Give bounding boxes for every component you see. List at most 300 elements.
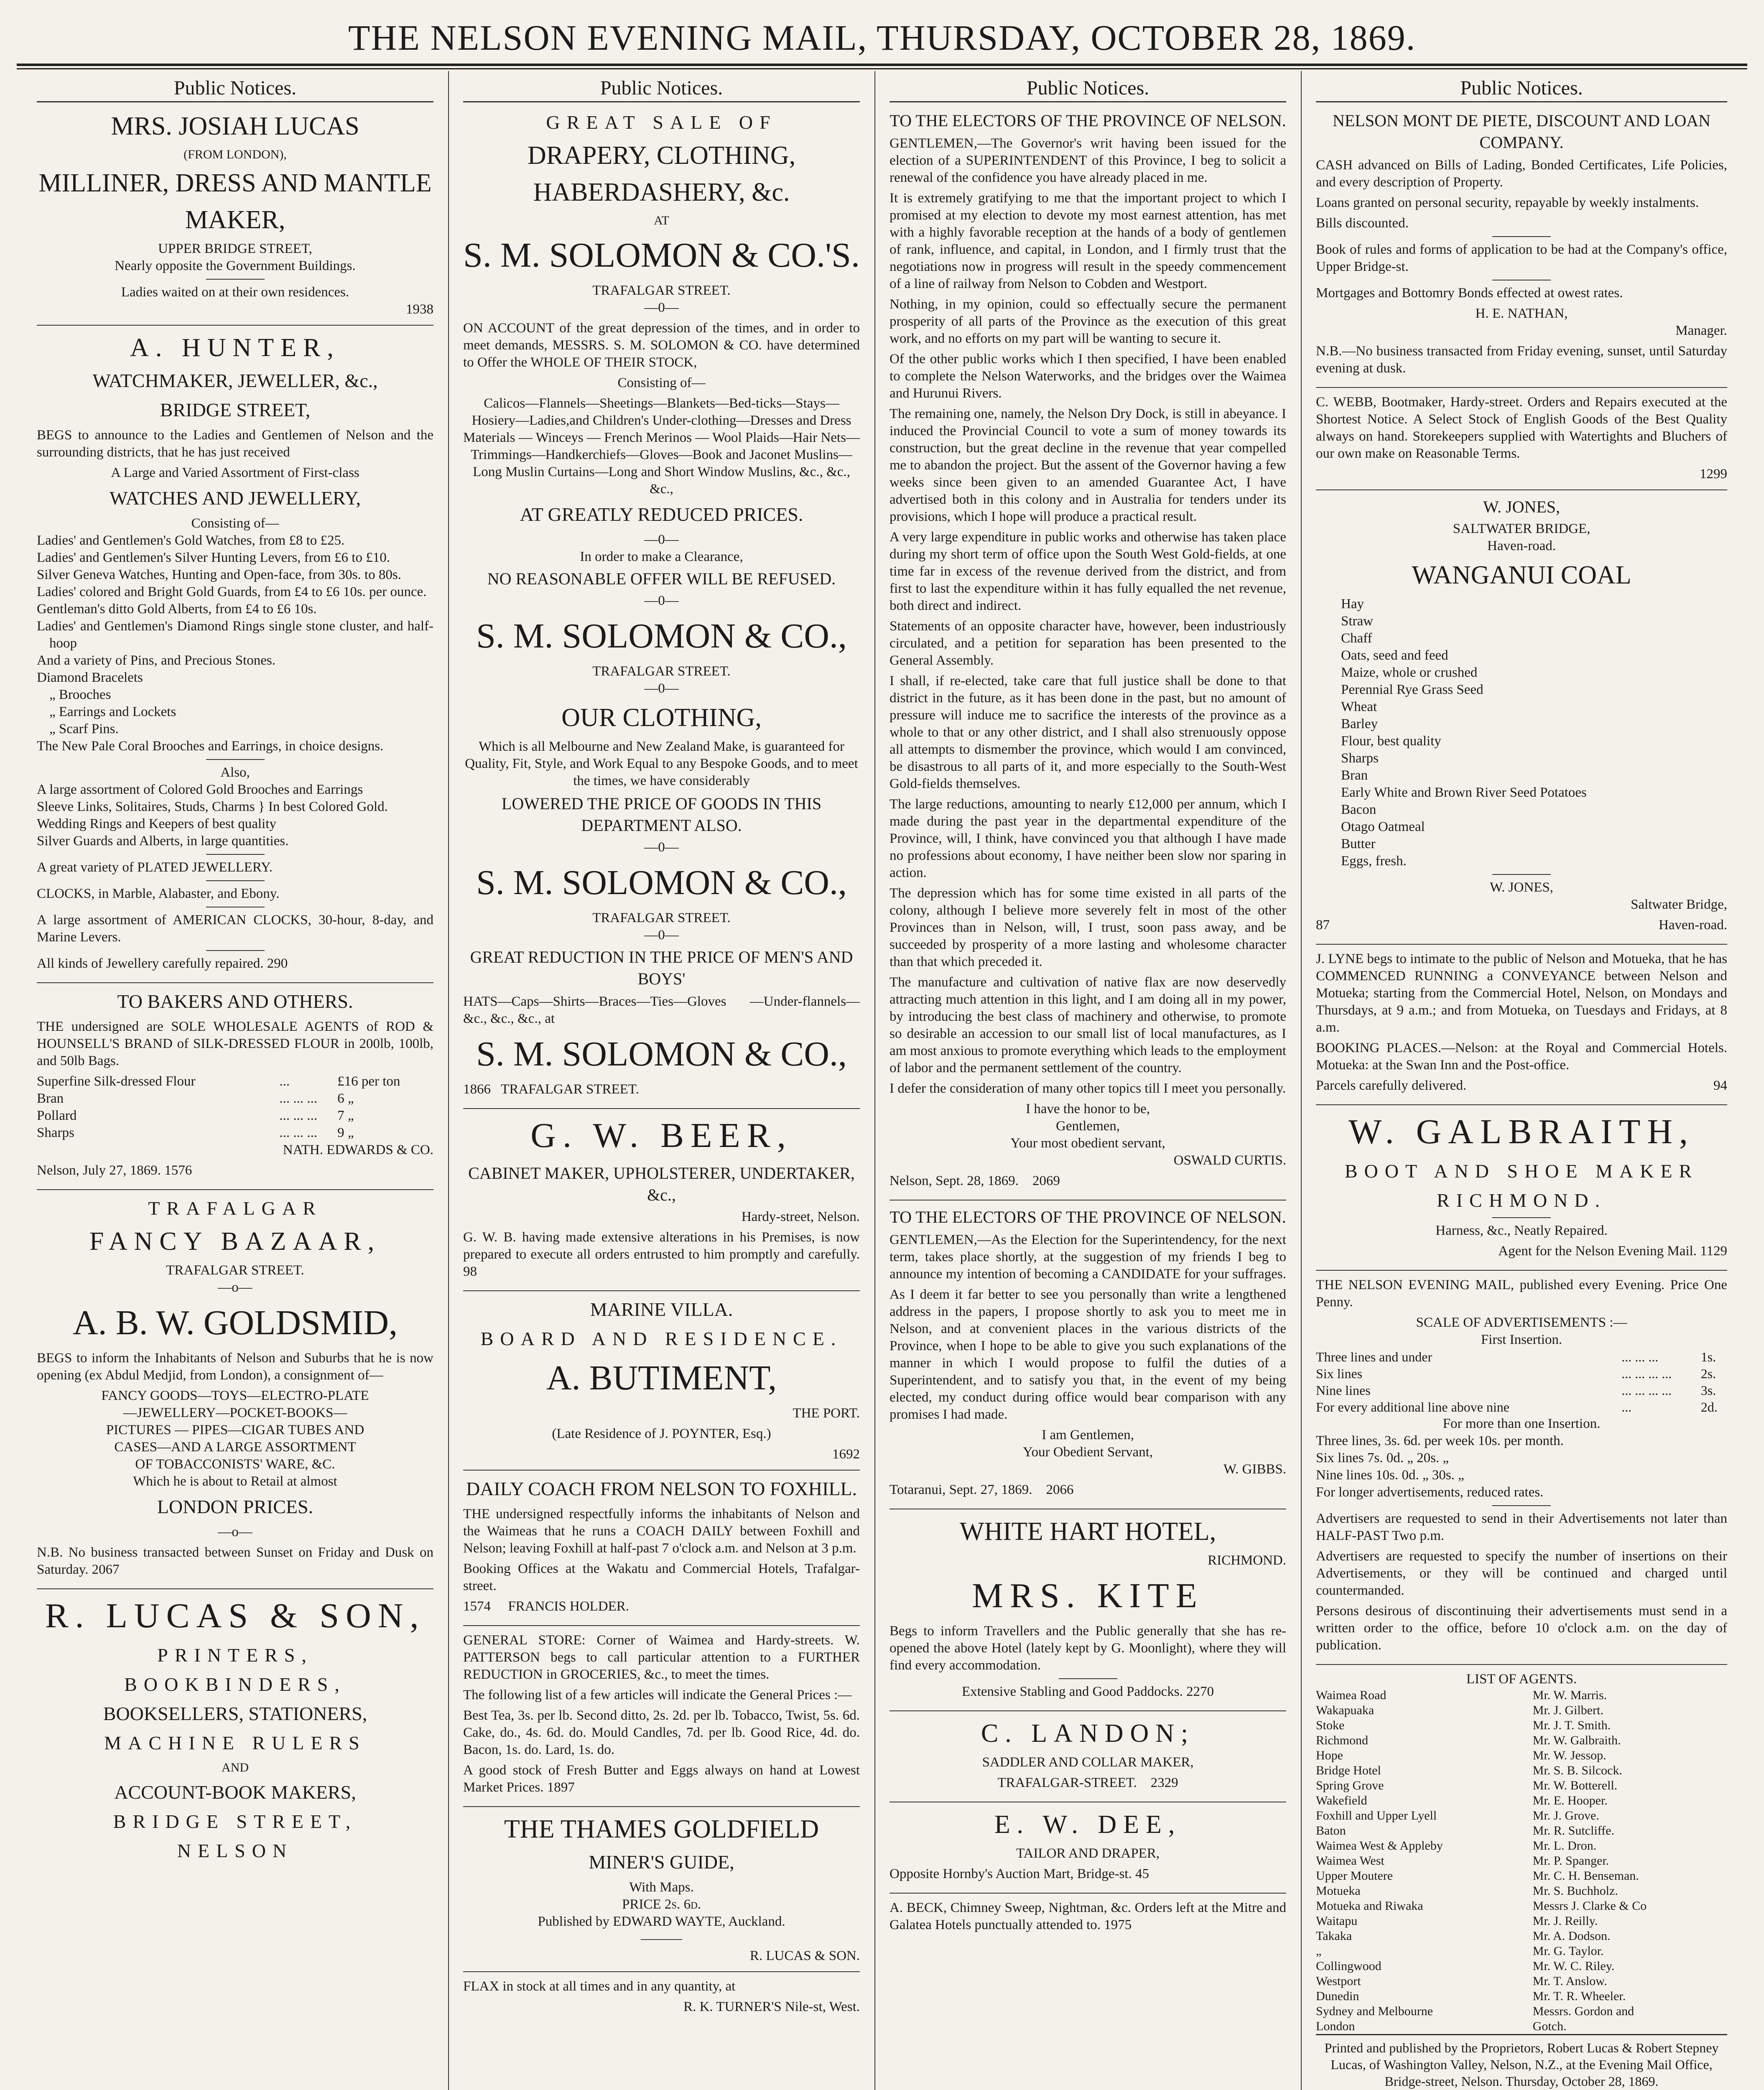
ad-text: For more than one Insertion. (1443, 1416, 1601, 1431)
ad-heading: TO THE ELECTORS OF THE PROVINCE OF NELSON. (890, 111, 1286, 130)
rule (206, 854, 265, 855)
column-divider (874, 71, 875, 2090)
table-cell: ... ... ... (279, 1108, 318, 1123)
ad-text: FANCY GOODS—TOYS—ELECTRO-PLATE (101, 1388, 369, 1403)
imprint: Printed and published by the Proprietors, Robert Lucas & Robert Stepney Lucas, of Washington Valley, Nelson, N.Z., at the Evening Mail Office, Bridge-street, Nelson. Thursday, October 28, 1869. (1316, 2034, 1727, 2090)
ad-signature: FRANCIS HOLDER. (508, 1599, 629, 1614)
separator: —0— (644, 840, 679, 855)
table-cell: Motueka (1316, 1884, 1361, 1898)
ad-number: 1299 (1700, 466, 1727, 482)
ad-heading: THE THAMES GOLDFIELD (504, 1815, 819, 1843)
list-item: Bacon (1341, 802, 1377, 817)
list-item: Perennial Rye Grass Seed (1341, 682, 1484, 697)
rule (206, 759, 265, 760)
table-row (1316, 1959, 1727, 1974)
ad-lucas-son (37, 1595, 433, 1874)
list-item: And a variety of Pins, and Precious Stones. (37, 653, 276, 668)
ad-name: MRS. KITE (972, 1576, 1204, 1615)
ad-number: 2067 (92, 1562, 120, 1577)
ad-text: Book of rules and forms of application to be had at the Company's office, Upper Bridge-st. (1316, 242, 1727, 274)
table-cell: Mr. W. Botterell. (1532, 1779, 1618, 1792)
ad-name: W. GALBRAITH, (1348, 1112, 1695, 1151)
table-cell: Messrs. Gordon and (1532, 2004, 1634, 2018)
separator: —0— (644, 593, 679, 608)
table-cell: Mr. W. C. Riley. (1532, 1959, 1615, 1973)
table-cell: ... (279, 1074, 290, 1089)
ad-heading: BOARD AND RESIDENCE. (480, 1328, 843, 1349)
rule (1492, 1217, 1551, 1218)
ad-text: MACHINE RULERS (104, 1732, 366, 1754)
paragraph: I shall, if re-elected, take care that full justice shall be done to that district in the future, as it has been done in the past, but no amount of pressure will induce me to sacrifice the interests of the province as a whole to that or any other district, and I shall also strenuously oppose all attempts to dismember the province, which would I am convinced, be disastrous to all parts of it, and more especially to the South-West Gold-fields themselves. (890, 673, 1286, 791)
table-row (1316, 1733, 1727, 1748)
column-divider (448, 71, 449, 2090)
ad-trade: TAILOR AND DRAPER, (1016, 1846, 1160, 1861)
table-row (1316, 1929, 1727, 1944)
paragraph: The depression which has for some time existed in all parts of the colony, although I believe more severely felt in most of the other Provinces than in Nelson, will, I trust, soon pass away, and be succeeded by prosperity of a more lasting and wholesome character than that which preceded it. (890, 886, 1286, 969)
list-item: Three lines, 3s. 6d. per week 10s. per month. (1316, 1433, 1564, 1448)
table-cell: Bran (37, 1091, 64, 1106)
ad-text: A great variety of PLATED JEWELLERY. (37, 860, 273, 875)
list-item: Sleeve Links, Solitaires, Studs, Charms } In best Colored Gold. (37, 799, 388, 814)
table-cell: ... ... ... ... (1621, 1383, 1672, 1398)
ad-text: Published by EDWARD WAYTE, Auckland. (538, 1914, 785, 1929)
table-cell: Waimea West & Appleby (1316, 1839, 1443, 1853)
table-row (1316, 1838, 1727, 1853)
paragraph: Statements of an opposite character have, however, been industriously circulated, and a petition for separation has been presented to the General Assembly. (890, 619, 1286, 668)
ad-address: Hardy-street, Nelson. (741, 1209, 860, 1224)
ad-address: Saltwater Bridge, (1631, 897, 1727, 912)
table-row (1316, 1868, 1727, 1884)
table-row (1316, 1763, 1727, 1778)
ad-name: R. LUCAS & SON, (45, 1596, 426, 1635)
ad-text: Which is all Melbourne and New Zealand Make, is guaranteed for Quality, Fit, Style, and Work Equal to any Bespoke Goods, and to meet the times, we have considerably (465, 739, 858, 788)
ad-address: Haven-road. (1487, 538, 1556, 553)
ad-name: A. B. W. GOLDSMID, (72, 1303, 398, 1342)
paragraph: A very large expenditure in public works and otherwise has taken place during my short term of office upon the South West Gold-fields, at one time far in excess of the revenue derived from the district, and from first to last the expenditure within it has fully equalled the net revenue, both direct and indirect. (890, 530, 1286, 613)
table-row (1316, 1884, 1727, 1899)
table-row (1316, 1718, 1727, 1733)
ad-trade: MILLINER, DRESS AND MANTLE (38, 169, 432, 197)
list-item: Sharps (1341, 751, 1379, 766)
ad-text: For longer advertisements, reduced rates. (1316, 1485, 1544, 1500)
table-cell: 6 „ (337, 1091, 354, 1106)
ad-name: A. HUNTER, (130, 334, 340, 362)
ad-text: CASES—AND A LARGE ASSORTMENT (114, 1440, 356, 1455)
paragraph: Advertisers are requested to send in their Advertisements not later than HALF-PAST Two p.m. (1316, 1511, 1727, 1543)
table-cell: 2s. (1700, 1366, 1716, 1381)
flour-price-table (37, 1073, 433, 1142)
ad-date: Nelson, July 27, 1869. (37, 1163, 161, 1178)
paragraph: The remaining one, namely, the Nelson Dry Dock, is still in abeyance. I induced the Provincial Council to vote a sum of money towards its construction, but the great decline in the revenue that year compelled me to abandon the project. But the assent of the Governor having a few weeks since been given to an amended Guarantee Act, I have advertised both in this colony and in Australia for tenders under its provisions, which I hope will produce a practical result. (890, 406, 1286, 524)
paragraph: It is extremely gratifying to me that the important project to which I promised at my election to devote my most earnest attention, has met with a highly favorable reception at the hands of a body of gentlemen of rank, influence, and capital, in London, and I firmly trust that the negotiations now in progress will result in the speedy commencement of a line of railway from Nelson to Cobden and Westport. (890, 191, 1286, 291)
ad-address: TRAFALGAR STREET. (592, 910, 731, 925)
separator: —o— (218, 1280, 252, 1295)
ad-heading: NELSON MONT DE PIETE, DISCOUNT AND LOAN COMPANY. (1332, 111, 1711, 152)
ad-number: 2270 (1186, 1684, 1214, 1699)
table-row (1316, 1748, 1727, 1763)
table-cell: Waitapu (1316, 1914, 1358, 1928)
ad-date: Nelson, Sept. 28, 1869. (890, 1173, 1019, 1188)
table-row (37, 1073, 433, 1090)
table-row (1316, 1944, 1727, 1959)
table-row (1316, 1823, 1727, 1838)
table-cell: Mr. J. Grove. (1532, 1809, 1599, 1822)
ad-heading: TO THE ELECTORS OF THE PROVINCE OF NELSON. (890, 1208, 1286, 1226)
ad-text: Calicos—Flannels—Sheetings—Blankets—Bed-ticks—Stays—Hosiery—Ladies,and Children's Under-clothing—Dresses and Dress Materials — Winceys — French Merinos — Wool Plaids—Hair Nets—Trimmings—Handkerchiefs—Gloves—Book and Jaconet Muslins—Long Muslin Curtains—Long and Short Window Muslins, &c., &c., &c., (463, 396, 860, 497)
paragraph: Of the other public works which I then specified, I have been enabled to complete the Nelson Waterworks, and the bridges over the Waimea and Hurunui Rivers. (890, 352, 1286, 401)
ad-text: Mortgages and Bottomry Bonds effected at owest rates. (1316, 285, 1623, 301)
ad-text: A Large and Varied Assortment of First-class (111, 465, 359, 480)
rates-table (1316, 1348, 1727, 1415)
table-cell: ... ... ... (279, 1125, 318, 1140)
paragraph: The manufacture and cultivation of native flax are now deservedly attracting much attention in this light, and I am doing all in my power, by introducing the best class of machinery and otherwise, to promote so desirable an accession to our small list of local manufactures, as I am most anxious to promote everything which leads to the employment of labor and the permanent settlement of the country. (890, 975, 1286, 1076)
ad-name: E. W. DEE, (994, 1810, 1182, 1839)
ad-text: BEGS to inform the Inhabitants of Nelson and Suburbs that he is now opening (ex Abdul Medjid, from London), a consignment of— (37, 1351, 433, 1383)
separator: —0— (644, 681, 679, 696)
table-cell: Spring Grove (1316, 1779, 1384, 1792)
table-cell: £16 per ton (337, 1074, 400, 1089)
table-cell: ... ... ... (279, 1091, 318, 1106)
list-item: Silver Guards and Alberts, in large quantities. (37, 833, 289, 849)
table-cell: Mr. C. H. Benseman. (1532, 1869, 1639, 1883)
table-cell: Mr. R. Sutcliffe. (1532, 1824, 1614, 1838)
ad-text: —JEWELLERY—POCKET-BOOKS— (123, 1405, 347, 1420)
ad-address: BRIDGE STREET, (160, 399, 311, 421)
paragraph: Advertisers are requested to specify the number of insertions on their Advertisements, or they will be continued and charged until countermanded. (1316, 1549, 1727, 1598)
table-cell: Dunedin (1316, 1989, 1359, 2003)
ad-text: A. BECK, Chimney Sweep, Nightman, &c. Orders left at the Mitre and Galatea Hotels punctually attended to. (890, 1900, 1286, 1932)
ad-white-hart (890, 1515, 1286, 1711)
ad-evening-mail-rates (1316, 1277, 1727, 1665)
ad-text: Bills discounted. (1316, 216, 1409, 231)
table-row (1316, 1365, 1727, 1382)
table-cell: Mr. S. Buchholz. (1532, 1884, 1618, 1898)
ad-text: NELSON (177, 1840, 293, 1861)
ad-text: G. W. B. having made extensive alterations in his Premises, is now prepared to execute all orders entrusted to him promptly and carefully. (463, 1230, 860, 1262)
paragraph: I defer the consideration of many other topics till I meet you personally. (890, 1081, 1286, 1096)
ad-address: RICHMOND. (1437, 1190, 1606, 1211)
ad-marine-villa (463, 1297, 860, 1471)
ad-text: FLAX in stock at all times and in any quantity, at (463, 1979, 736, 1994)
table-row (1316, 1853, 1727, 1868)
list-item: Eggs, fresh. (1341, 854, 1407, 869)
masthead-title: THE NELSON EVENING MAIL, THURSDAY, OCTOBER 28, 1869. (348, 18, 1416, 58)
paragraph: As I deem it far better to see you personally than write a lengthened address in the papers, I propose shortly to ask you to meet me in Nelson, and at convenient places in the various districts of the Province, when I hope to be able to give you such explanations of the manner in which I would propose to fulfil the duties of a Superintendent, and to satisfy you that, in the event of my being elected, my conduct during office would bear comparison with any promises I had made. (890, 1287, 1286, 1422)
separator: —0— (644, 928, 679, 943)
list-item: Hay (1341, 596, 1364, 612)
table-cell: Richmond (1316, 1733, 1368, 1747)
list-item: A large assortment of Colored Gold Brooches and Earrings (37, 782, 363, 797)
ad-text: All kinds of Jewellery carefully repaired. (37, 956, 264, 971)
rule (206, 880, 265, 881)
ad-text: ACCOUNT-BOOK MAKERS, (114, 1782, 356, 1803)
column-heading: Public Notices. (1316, 75, 1727, 102)
ad-number: 1574 (463, 1599, 491, 1614)
ad-lyne-conveyance (1316, 951, 1727, 1105)
ad-address: TRAFALGAR STREET. (166, 1263, 304, 1278)
ad-text: N.B. No business transacted between Sunset on Friday and Dusk on Saturday. (37, 1545, 433, 1577)
ad-number: 87 (1316, 918, 1330, 933)
table-row (1316, 1793, 1727, 1808)
rule (1492, 874, 1551, 875)
ad-trade: SADDLER AND COLLAR MAKER, (982, 1755, 1194, 1770)
ad-text: THE undersigned respectfully informs the inhabitants of Nelson and the Waimeas that he runs a COACH DAILY between Foxhill and Nelson; leaving Foxhill at half-past 7 o'clock a.m. and Nelson at 3 p.m. (463, 1506, 860, 1556)
ad-heading: WATCHES AND JEWELLERY, (110, 487, 361, 509)
ad-text: CLOCKS, in Marble, Alabaster, and Ebony. (37, 886, 280, 901)
list-item: Wedding Rings and Keepers of best quality (37, 816, 276, 831)
ad-text: Your Obedient Servant, (1022, 1445, 1153, 1460)
ad-heading: GREAT REDUCTION IN THE PRICE OF MEN'S AND BOYS' (470, 948, 853, 988)
column-3 (886, 75, 1290, 2090)
table-cell: Mr. W. Jessop. (1532, 1748, 1606, 1762)
ad-signature: H. E. NATHAN, (1475, 306, 1568, 321)
ad-heading: AT GREATLY REDUCED PRICES. (520, 504, 803, 525)
ad-text: Begs to inform Travellers and the Public generally that she has re-opened the above Hotel (lately kept by G. Moonlight), where they will find every accommodation. (890, 1624, 1286, 1673)
ad-address: TRAFALGAR STREET. (592, 664, 731, 679)
table-row (37, 1107, 433, 1124)
ad-text: Consisting of— (191, 516, 279, 531)
table-cell: Takaka (1316, 1929, 1352, 1943)
ad-heading: MINER'S GUIDE, (589, 1851, 734, 1873)
ad-name: S. M. SOLOMON & CO.'S. (463, 236, 860, 275)
ad-text: (Late Residence of J. POYNTER, Esq.) (552, 1426, 771, 1441)
ad-name: W. JONES, (1483, 497, 1560, 516)
table-cell: Mr. L. Dron. (1532, 1839, 1597, 1853)
list-item: „ Brooches (49, 687, 111, 702)
ad-address: TRAFALGAR STREET. (592, 283, 731, 298)
table-cell: ... (1621, 1399, 1632, 1415)
ad-number: 1866 (463, 1082, 491, 1097)
table-cell: „ (1316, 1944, 1322, 1958)
ad-trafalgar-bazaar (37, 1196, 433, 1589)
ad-text: Booking Offices at the Wakatu and Commercial Hotels, Trafalgar-street. (463, 1561, 860, 1593)
table-cell: Mr. G. Taylor. (1532, 1944, 1604, 1958)
table-row (1316, 1914, 1727, 1929)
ad-number: 1975 (1104, 1917, 1132, 1932)
ad-number: 2066 (1046, 1482, 1074, 1497)
paragraph: Persons desirous of discontinuing their advertisements must send in a written order to the office, before 10 o'clock a.m. on the day of publication. (1316, 1603, 1727, 1653)
paragraph: Nothing, in my opinion, could so effectually secure the permanent prosperity of all parts of the Province as the execution of this great work, and no efforts on my part will be wanting to secure it. (890, 297, 1286, 346)
masthead-rule-thin (17, 68, 1747, 69)
table-row (1316, 1399, 1727, 1415)
ad-address: Haven-road. (1658, 918, 1727, 933)
ad-signature: NATH. EDWARDS & CO. (283, 1142, 433, 1157)
ad-list-of-agents (1316, 1671, 1727, 2090)
ad-text: Your most obedient servant, (1010, 1136, 1165, 1151)
ad-text: A large assortment of AMERICAN CLOCKS, 30-hour, 8-day, and Marine Levers. (37, 912, 433, 945)
table-cell: ... ... ... (1621, 1349, 1659, 1364)
ad-text: Best Tea, 3s. per lb. Second ditto, 2s. 2d. per lb. Tobacco, Twist, 5s. 6d. Cake, do., 4s. 6d. do. Mould Candles, 7d. per lb. Good Rice, 4d. do. Bacon, 1s. do. Lard, 1s. do. (463, 1708, 860, 1757)
ad-name: S. M. SOLOMON & CO., (476, 1035, 847, 1073)
list-item: „ Scarf Pins. (49, 721, 119, 737)
ad-text: BRIDGE STREET, (113, 1811, 357, 1832)
ad-heading: SCALE OF ADVERTISEMENTS :— (1416, 1315, 1627, 1330)
ad-text: THE undersigned are SOLE WHOLESALE AGENTS of ROD & HOUNSELL'S BRAND of SILK-DRESSED FLOUR in 200lb, 100lb, and 50lb Bags. (37, 1019, 433, 1068)
table-cell: Mr. J. T. Smith. (1532, 1718, 1611, 1732)
ad-text: Harness, &c., Neatly Repaired. (1435, 1223, 1608, 1238)
ad-text: With Maps. (629, 1880, 694, 1895)
ad-text: The following list of a few articles will indicate the General Prices :— (463, 1687, 852, 1703)
ad-number: 1897 (547, 1780, 575, 1795)
ad-mont-de-piete (1316, 110, 1727, 388)
ad-text: Nearly opposite the Government Buildings. (115, 258, 356, 273)
separator: —0— (644, 532, 679, 547)
table-cell: Mr. W. Galbraith. (1532, 1733, 1621, 1747)
list-item: Early White and Brown River Seed Potatoes (1341, 785, 1587, 800)
list-item: Ladies' and Gentlemen's Gold Watches, from £8 to £25. (37, 533, 345, 548)
ad-text: J. LYNE begs to intimate to the public of Nelson and Motueka, that he has COMMENCED RUNNING a CONVEYANCE between Nelson and Motueka; starting from the Commercial Hotel, Nelson, on Mondays and Thursdays, at 9 a.m.; and from Motueka, on Tuesdays and Fridays, at 8 a.m. (1316, 951, 1727, 1035)
ad-signature: R. K. TURNER'S Nile-st, West. (683, 1999, 860, 2014)
ad-landon-saddler (890, 1717, 1286, 1802)
table-cell: Waimea Road (1316, 1688, 1387, 1702)
list-item: Diamond Bracelets (37, 670, 143, 685)
ad-patterson-store (463, 1632, 860, 1807)
table-cell: Wakapuaka (1316, 1703, 1374, 1717)
table-cell: Mr. S. B. Silcock. (1532, 1764, 1622, 1777)
table-cell: Mr. T. R. Wheeler. (1532, 1989, 1626, 2003)
ad-bakers (37, 989, 433, 1190)
ad-text: A good stock of Fresh Butter and Eggs always on hand at Lowest Market Prices. (463, 1763, 860, 1795)
ad-heading: LONDON PRICES. (157, 1496, 314, 1517)
ad-text: Gentlemen, (1055, 1119, 1120, 1134)
list-item: Maize, whole or crushed (1341, 665, 1478, 680)
ad-name: A. BUTIMENT, (546, 1358, 777, 1397)
ad-number: 94 (1713, 1078, 1727, 1093)
table-cell: Foxhill and Upper Lyell (1316, 1809, 1437, 1822)
ad-text: Parcels carefully delivered. (1316, 1078, 1467, 1093)
table-row (1316, 2019, 1727, 2034)
ad-text: BOOKSELLERS, STATIONERS, (103, 1703, 367, 1724)
ad-text: AND (222, 1761, 249, 1774)
ad-heading: WHITE HART HOTEL, (959, 1517, 1216, 1546)
column-heading: Public Notices. (37, 75, 433, 102)
table-cell: Hope (1316, 1748, 1343, 1762)
ad-jones-coal (1316, 496, 1727, 945)
list-item: Ladies' and Gentlemen's Diamond Rings single stone cluster, and half-hoop (37, 619, 433, 651)
table-row (1316, 1688, 1727, 1703)
paragraph: The large reductions, amounting to nearly £12,000 per annum, which I made during the past year in the departmental expenditure of the Province, will, I think, have convinced you that although I have made no professions about economy, I have neither been slow nor sparing in action. (890, 797, 1286, 880)
list-item: Flour, best quality (1341, 734, 1441, 749)
ad-signature: R. LUCAS & SON. (749, 1948, 860, 1963)
ad-trade: WATCHMAKER, JEWELLER, &c., (92, 370, 378, 391)
ad-address: SALTWATER BRIDGE, (1453, 521, 1591, 536)
rule (1492, 1505, 1551, 1506)
ad-text: Loans granted on personal security, repayable by weekly instalments. (1316, 195, 1699, 210)
column-heading: Public Notices. (463, 75, 860, 102)
ad-text: Consisting of— (617, 375, 706, 390)
ad-heading: NO REASONABLE OFFER WILL BE REFUSED. (487, 569, 836, 588)
table-cell: Upper Moutere (1316, 1869, 1393, 1883)
ad-text: Manager. (1675, 323, 1727, 338)
ad-heading: HABERDASHERY, &c. (533, 178, 790, 206)
list-item: „ Earrings and Lockets (49, 704, 176, 719)
table-cell: Westport (1316, 1974, 1361, 1988)
ad-heading: LIST OF AGENTS. (1466, 1672, 1577, 1687)
list-item: Ladies' and Gentlemen's Silver Hunting Levers, from £6 to £10. (37, 550, 390, 565)
ad-address: TRAFALGAR-STREET. (997, 1775, 1137, 1790)
ad-heading: FANCY BAZAAR, (89, 1227, 381, 1256)
ad-text: ON ACCOUNT of the great depression of the times, and in order to meet demands, MESSRS. S. M. SOLOMON & CO. have determined to Offer the WHOLE OF THEIR STOCK, (463, 321, 860, 370)
ad-address: THE PORT. (793, 1406, 860, 1421)
ad-daily-coach (463, 1476, 860, 1626)
ad-heading: TRAFALGAR (148, 1198, 322, 1219)
table-row (1316, 1778, 1727, 1793)
column-4 (1313, 75, 1731, 2090)
table-cell: 1s. (1700, 1349, 1716, 1364)
ad-number: 290 (267, 956, 288, 971)
table-cell: Sydney and Melbourne (1316, 2004, 1433, 2018)
list-item: Otago Oatmeal (1341, 819, 1425, 834)
ad-name: C. LANDON; (981, 1719, 1195, 1748)
ad-number: 2329 (1150, 1775, 1178, 1790)
ad-heading: WANGANUI COAL (1412, 561, 1631, 589)
agents-table (1316, 1688, 1727, 2034)
ad-heading: DRAPERY, CLOTHING, (527, 141, 796, 170)
ad-signature: OSWALD CURTIS. (1173, 1153, 1286, 1168)
ad-number: 1129 (1700, 1244, 1727, 1259)
ad-number: 1576 (164, 1163, 192, 1178)
list-item: The New Pale Coral Brooches and Earrings, in choice designs. (37, 739, 384, 754)
ad-text: CASH advanced on Bills of Lading, Bonded Certificates, Life Policies, and every description of Property. (1316, 158, 1727, 190)
ad-number: 45 (1135, 1866, 1149, 1881)
ad-text: BEGS to announce to the Ladies and Gentlemen of Nelson and the surrounding districts, that he has just received (37, 428, 433, 460)
table-cell: Mr. W. Marris. (1532, 1688, 1607, 1702)
ad-text: THE NELSON EVENING MAIL, published every Evening. Price One Penny. (1316, 1277, 1727, 1310)
list-item: Wheat (1341, 699, 1377, 714)
ad-address: RICHMOND. (1208, 1553, 1286, 1568)
table-cell: Waimea West (1316, 1854, 1384, 1868)
list-item: Gentleman's ditto Gold Alberts, from £4 to £6 10s. (37, 602, 317, 617)
table-cell: Mr. P. Spanger. (1532, 1854, 1609, 1868)
table-cell: 3s. (1700, 1383, 1716, 1398)
table-cell: London (1316, 2019, 1355, 2033)
table-cell: Six lines (1316, 1366, 1363, 1381)
table-cell: Messrs J. Clarke & Co (1532, 1899, 1647, 1913)
ad-text: PRINTERS, (157, 1644, 313, 1666)
list-item: Barley (1341, 716, 1378, 732)
ad-text: HATS—Caps—Shirts—Braces—Ties—Gloves —Under-flannels—&c., &c., &c., at (463, 994, 860, 1026)
separator: —0— (644, 300, 679, 315)
ad-text: Agent for the Nelson Evening Mail. (1498, 1244, 1697, 1259)
table-cell: Sharps (37, 1125, 74, 1140)
table-row (37, 1124, 433, 1142)
ad-heading: LOWERED THE PRICE OF GOODS IN THIS DEPARTMENT ALSO. (501, 794, 822, 835)
table-cell: Three lines and under (1316, 1349, 1433, 1364)
table-row (37, 1090, 433, 1107)
rule (1059, 1678, 1117, 1679)
list-item: Chaff (1341, 631, 1372, 646)
ad-number: 1692 (832, 1447, 860, 1462)
ad-signature: W. GIBBS. (1223, 1462, 1286, 1477)
list-item: Nine lines 10s. 0d. „ 30s. „ (1316, 1468, 1464, 1483)
list-item: Bran (1341, 768, 1368, 783)
ad-beer-cabinet (463, 1115, 860, 1291)
list-item: Straw (1341, 614, 1373, 629)
paragraph: GENTLEMEN,—As the Election for the Superintendency, for the next term, takes place shortly, at the suggestion of my friends I beg to announce my intention of becoming a CANDIDATE for your suffrages. (890, 1232, 1286, 1282)
list-item: Butter (1341, 836, 1376, 851)
ad-solomon-drapery (463, 110, 860, 1109)
ad-heading: DAILY COACH FROM NELSON TO FOXHILL. (466, 1478, 857, 1499)
ad-dee-tailor (890, 1808, 1286, 1894)
ad-text: C. WEBB, Bootmaker, Hardy-street. Orders and Repairs executed at the Shortest Notice. A Select Stock of English Goods of the Best Quality always on hand. Storekeepers supplied with Watertights and Bluchers of our own make on Reasonable Terms. (1316, 395, 1727, 461)
table-cell: 7 „ (337, 1108, 354, 1123)
ad-heading: TO BAKERS AND OTHERS. (117, 991, 353, 1012)
column-heading: Public Notices. (890, 75, 1286, 102)
table-row (1316, 1348, 1727, 1365)
column-divider (1301, 71, 1302, 2090)
ad-thames-goldfield (463, 1813, 860, 1972)
ad-number: 98 (463, 1264, 477, 1279)
